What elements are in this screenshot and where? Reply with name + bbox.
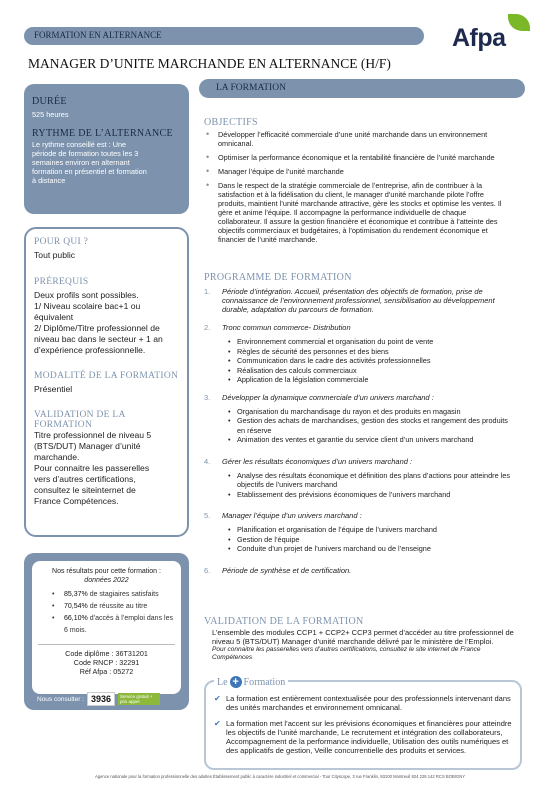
prerequis-line: niveau bac dans le secteur + 1 an — [34, 334, 163, 344]
objectifs-heading: OBJECTIFS — [204, 117, 258, 128]
prerequis-line: 1/ Niveau scolaire bac+1 ou — [34, 301, 141, 311]
module-subitem: • Gestion des achats de marchandises, gestion des stocks et rangement des produits en réserve — [228, 416, 514, 435]
module-item: 5. Manager l’équipe d’un univers marchand : — [204, 511, 362, 520]
validation-text: L’ensemble des modules CCP1 + CCP2+ CCP3 permet d’accéder au titre professionnel de niveau 5 (BTS/DUT) Manager d’unité marchande délivré par le ministère de l’Emploi. — [212, 628, 514, 646]
plus-formation-heading — [214, 676, 288, 688]
objective-item: • Optimiser la performance économique et la rentabilité financière de l’unité marchande — [204, 153, 504, 162]
validation-formation-heading: VALIDATION DE LA FORMATION — [204, 616, 364, 627]
rythme-line: formation en présentiel et formation — [32, 167, 147, 176]
prerequis-line: 2/ Diplôme/Titre professionnel de — [34, 323, 160, 333]
pour-qui-heading: POUR QUI ? — [34, 237, 89, 247]
plus-le: Le — [217, 676, 228, 688]
validation-line: (BTS/DUT) Manager d’unité — [34, 441, 141, 451]
module-sublist — [228, 407, 514, 445]
module-item: 3. Développer la dynamique commerciale d’un univers marchand : — [204, 392, 434, 402]
rythme-line: période de formation toutes les 3 — [32, 149, 139, 158]
module-subitem: • Conduite d’un projet de l’univers marchand ou de l’enseigne — [228, 544, 514, 554]
programme-heading: PROGRAMME DE FORMATION — [204, 272, 352, 283]
validation-line: marchande. — [34, 452, 80, 462]
results-panel — [24, 553, 189, 710]
plus-list — [212, 694, 517, 762]
validation-line: consultez le siteinternet de — [34, 485, 136, 495]
module-item: 2. Tronc commun commerce- Distribution — [204, 323, 351, 332]
validation-line: Titre professionnel de niveau 5 — [34, 430, 152, 440]
validation-heading: VALIDATION DE LA — [34, 410, 126, 420]
module-sublist — [228, 471, 514, 500]
validation-line: Pour connaitre les passerelles — [34, 463, 150, 473]
plus-item: ✔ La formation met l’accent sur les prévisions économiques et financières pour atteindre les objectifs de l’unité marchande, Le recrutement et intégration des collaborateurs, Accompagnement de la performance individuelle, Utilisation des outils numériques et des applicatifs de gestion, Veille concurrentielle des produits et services. — [214, 719, 512, 755]
module-sublist — [228, 525, 514, 554]
rythme-line: Le rythme conseillé est : Une — [32, 140, 127, 149]
module-subitem: • Réalisation des calculs commerciaux — [228, 366, 514, 376]
programme-list — [204, 287, 514, 575]
modalite-value: Présentiel — [34, 384, 73, 394]
results-year: données 2022 — [84, 577, 129, 584]
validation-line: France Compétences. — [34, 496, 119, 506]
phone-number[interactable]: 3936 — [87, 692, 115, 706]
section-banner — [199, 79, 525, 98]
results-card — [32, 561, 181, 694]
validation-italic: Pour connaitre les passerelles vers d’autres certifications, consultez le site internet de France Compétences — [212, 646, 481, 661]
afpa-logo: Afpa — [452, 24, 506, 52]
plus-item: ✔ La formation est entièrement contextualisée pour des professionnels intervenant dans des unités marchandes et environnement omnicanal. — [214, 694, 511, 712]
code-diplome: Code diplôme : 36T31201 — [65, 649, 148, 658]
stat-item: • 66,10% d’accès à l’emploi dans les 6 mois. — [38, 613, 175, 637]
module-subitem: • Animation des ventes et garantie du service client d’un univers marchand — [228, 435, 514, 445]
prerequis-line: Deux profils sont possibles. — [34, 290, 139, 300]
pour-qui-value: Tout public — [34, 250, 76, 260]
info-panel — [24, 227, 189, 537]
contact-label: Nous consulter : — [37, 695, 84, 703]
banner-label: FORMATION EN ALTERNANCE — [34, 30, 162, 40]
duree-value: 525 heures — [32, 110, 69, 119]
rythme-line: semaines environ en alternant — [32, 158, 130, 167]
top-banner — [24, 27, 424, 45]
duration-panel — [24, 84, 189, 214]
module-subitem: • Règles de sécurité des personnes et des biens — [228, 347, 514, 357]
module-item: 1. Période d’intégration. Accueil, présentation des objectifs de formation, prise de connaissance de l’environnement professionnel, sensibilisation au développement durable, adaptation du parcours de formation. — [204, 287, 495, 314]
contact-line — [37, 692, 160, 706]
validation-formation-text — [212, 628, 515, 662]
module-sublist — [228, 337, 514, 385]
ref-afpa: Réf Afpa : 05272 — [79, 667, 134, 676]
afpa-leaf-icon — [508, 14, 530, 31]
codes-block — [38, 644, 175, 676]
validation-line: vers d’autres certifications, — [34, 474, 136, 484]
plus-formation-label: Formation — [243, 676, 286, 688]
module-item: 6. Période de synthèse et de certification. — [204, 565, 352, 575]
objective-item: • Manager l’équipe de l’unité marchande — [204, 167, 504, 176]
plus-icon: + — [230, 676, 242, 688]
modalite-heading: MODALITÉ DE LA FORMATION — [34, 371, 179, 381]
module-subitem: • Organisation du marchandisage du rayon et des produits en magasin — [228, 407, 514, 417]
module-subitem: • Communication dans le cadre des activités professionnelles — [228, 356, 514, 366]
prerequis-heading: PRÉREQUIS — [34, 277, 89, 287]
check-icon: ✔ — [214, 694, 221, 703]
module-item: 4. Gérer les résultats économiques d’un univers marchand : — [204, 456, 413, 466]
results-intro: Nos résultats pour cette formation : — [52, 568, 161, 575]
duree-heading: DURÉE — [32, 96, 67, 107]
stat-item: • 70,54% de réussite au titre — [38, 601, 175, 613]
section-title: LA FORMATION — [216, 83, 286, 93]
objectives-list — [204, 130, 504, 249]
stat-item: • 85,37% de stagiaires satisfaits — [38, 589, 175, 601]
module-subitem: • Gestion de l’équipe — [228, 535, 514, 545]
service-badge: Service gratuit + prix appel — [118, 693, 160, 705]
objective-item: • Dans le respect de la stratégie commerciale de l’entreprise, afin de contribuer à la satisfaction et à la fidélisation du client, le manager d’unité marchande pilote l’offre produits, maintient l’unité marchande attractive, gère les stocks et optimise les ventes. Il gère et anime l’équipe. Il accompagne la performance individuelle de chaque collaborateur. Il assure la gestion financière et économique et contribue à l’atteinte des objectifs commerciaux et budgétaires, à l’optimisation du rendement économique et financier de l’unité marchande. — [204, 181, 504, 244]
module-subitem: • Etablissement des prévisions économiques de l’univers marchand — [228, 490, 514, 500]
page-title: MANAGER D’UNITE MARCHANDE EN ALTERNANCE (H/F) — [28, 56, 391, 71]
module-subitem: • Planification et organisation de l’équipe de l’univers marchand — [228, 525, 514, 535]
validation-heading-2: FORMATION — [34, 420, 93, 430]
code-rncp: Code RNCP : 32291 — [73, 658, 140, 667]
objective-item: • Développer l’efficacité commerciale d’une unité marchande dans un environnement omnicanal. — [204, 130, 504, 148]
check-icon: ✔ — [214, 719, 221, 728]
module-subitem: • Environnement commercial et organisation du point de vente — [228, 337, 514, 347]
rythme-heading: RYTHME DE L’ALTERNANCE — [32, 128, 173, 139]
module-subitem: • Analyse des résultats économique et définition des plans d’actions pour atteindre les objectifs de l’univers marchand — [228, 471, 514, 490]
prerequis-line: équivalent — [34, 312, 74, 322]
rythme-line: à distance — [32, 176, 66, 185]
prerequis-line: d’expérience professionnelle. — [34, 345, 146, 355]
footer-legal: Agence nationale pour la formation professionnelle des adultes Établissement public à caractère industriel et commercial - Tour Cityscope, 3 rue Franklin, 93100 Montreuil 824 228 142 RCS BOBIGNY — [94, 774, 465, 779]
module-subitem: • Application de la législation commerciale — [228, 375, 514, 385]
